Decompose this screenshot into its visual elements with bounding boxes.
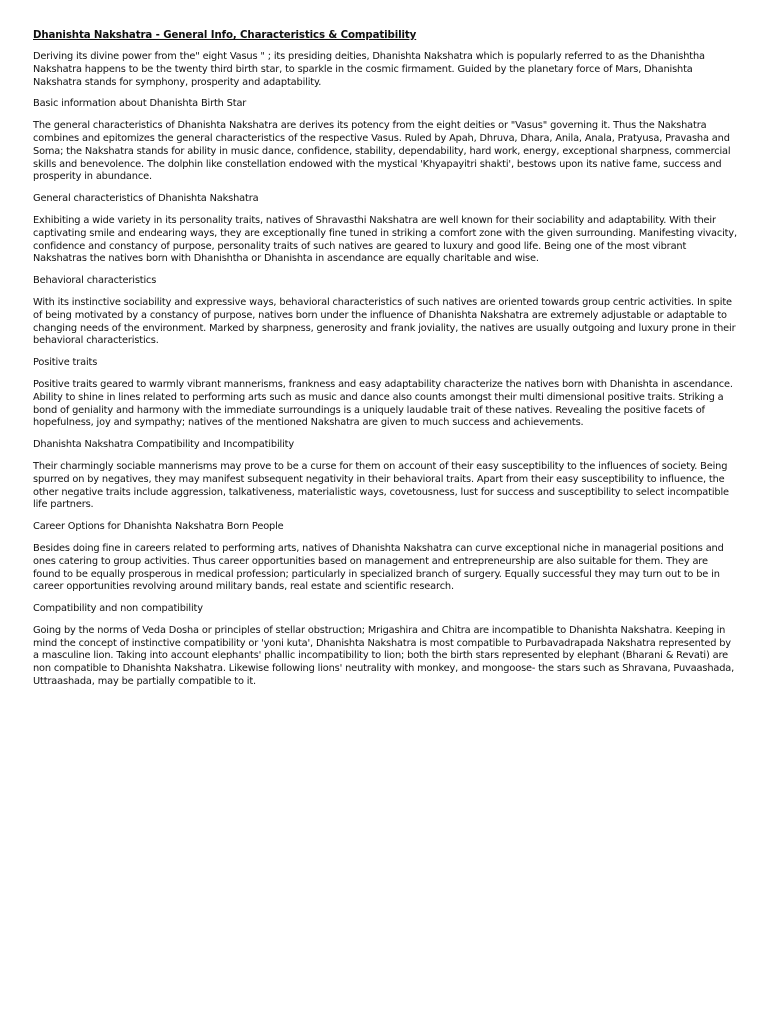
section-heading-career-options: Career Options for Dhanishta Nakshatra Born People [33, 521, 284, 533]
section-heading-general-characteristics: General characteristics of Dhanishta Nakshatra [33, 193, 259, 205]
document-page [33, 29, 737, 698]
section-heading-positive-traits: Positive traits [33, 357, 98, 369]
document-title: Dhanishta Nakshatra - General Info, Characteristics & Compatibility [33, 30, 417, 41]
section-heading-behavioral: Behavioral characteristics [33, 275, 157, 287]
section-heading-compatibility-non-compatibility: Compatibility and non compatibility [33, 603, 203, 615]
section-text-general-characteristics: Exhibiting a wide variety in its personality traits, natives of Shravasthi Nakshatra are well known for their sociability and adaptability. With their captivating smile and endearing ways, they are exceptionally fine tuned in striking a comfort zone with the given surrounding. Manifesting vivacity, confidence and constancy of purpose, personality traits of such natives are geared to luxury and good life. Being one of the most vibrant Nakshatras the natives born with Dhanishtha or Dhanishta in ascendance are equally charitable and wise. [33, 214, 737, 265]
section-text-positive-traits: Positive traits geared to warmly vibrant mannerisms, frankness and easy adaptability characterize the natives born with Dhanishta in ascendance. Ability to shine in lines related to performing arts such as music and dance also counts amongst their multi dimensional positive traits. Striking a bond of geniality and harmony with the immediate surroundings is a uniquely laudable trait of these natives. Revealing the positive facets of hopefulness, joy and sympathy; natives of the mentioned Nakshatra are given to much success and achievements. [33, 378, 733, 429]
section-text-basic-info: The general characteristics of Dhanishta Nakshatra are derives its potency from the eight deities or "Vasus" governing it. Thus the Nakshatra combines and epitomizes the general characteristics of the respective Vasus. Ruled by Apah, Dhruva, Dhara, Anila, Anala, Pratyusa, Pravasha and Soma; the Nakshatra stands for ability in music dance, confidence, stability, dependability, hard work, energy, exceptional sharpness, commercial skills and benevolence. The dolphin like constellation endowed with the mystical 'Khyapayitri shakti', bestows upon its native fame, success and prosperity in abundance. [33, 120, 731, 183]
section-heading-compatibility-incompatibility: Dhanishta Nakshatra Compatibility and Incompatibility [33, 439, 294, 451]
section-text-behavioral: With its instinctive sociability and expressive ways, behavioral characteristics of such natives are oriented towards group centric activities. In spite of being motivated by a constancy of purpose, natives born under the influence of Dhanishta Nakshatra are extremely adjustable or adaptable to changing needs of the environment. Marked by sharpness, generosity and frank joviality, the natives are usually outgoing and luxury prone in their behavioral characteristics. [33, 296, 736, 347]
intro-paragraph: Deriving its divine power from the" eight Vasus " ; its presiding deities, Dhanishta Nakshatra which is popularly referred to as the Dhanishtha Nakshatra happens to be the twenty third birth star, to sparkle in the cosmic firmament. Guided by the planetary force of Mars, Dhanishta Nakshatra stands for symphony, prosperity and adaptability. [33, 51, 705, 88]
section-text-compatibility-incompatibility: Their charmingly sociable mannerisms may prove to be a curse for them on account of their easy susceptibility to the influences of society. Being spurred on by negatives, they may manifest subsequent negativity in their behavioral traits. Apart from their easy susceptibility to influence, the other negative traits include aggression, talkativeness, materialistic ways, covetousness, lust for success and susceptibility to select incompatible life partners. [33, 460, 729, 511]
section-heading-basic-info: Basic information about Dhanishta Birth Star [33, 98, 247, 110]
section-text-career-options: Besides doing fine in careers related to performing arts, natives of Dhanishta Nakshatra can curve exceptional niche in managerial positions and ones catering to group activities. Thus career opportunities based on management and entrepreneurship are also suitable for them. They are found to be equally prosperous in medical profession; particularly in specialized branch of surgery. Equally successful they may turn out to be in career opportunities revolving around military bands, real estate and scientific research. [33, 542, 724, 593]
section-text-compatibility-non-compatibility: Going by the norms of Veda Dosha or principles of stellar obstruction; Mrigashira and Chitra are incompatible to Dhanishta Nakshatra. Keeping in mind the concept of instinctive compatibility or 'yoni kuta', Dhanishta Nakshatra is most compatible to Purbavadrapada Nakshatra represented by a masculine lion. Taking into account elephants' phallic incompatibility to lion; both the birth stars represented by elephant (Bharani & Revati) are non compatible to Dhanishta Nakshatra. Likewise following lions' neutrality with monkey, and mongoose- the stars such as Shravana, Puvaashada, Uttraashada, may be partially compatible to it. [33, 624, 735, 688]
